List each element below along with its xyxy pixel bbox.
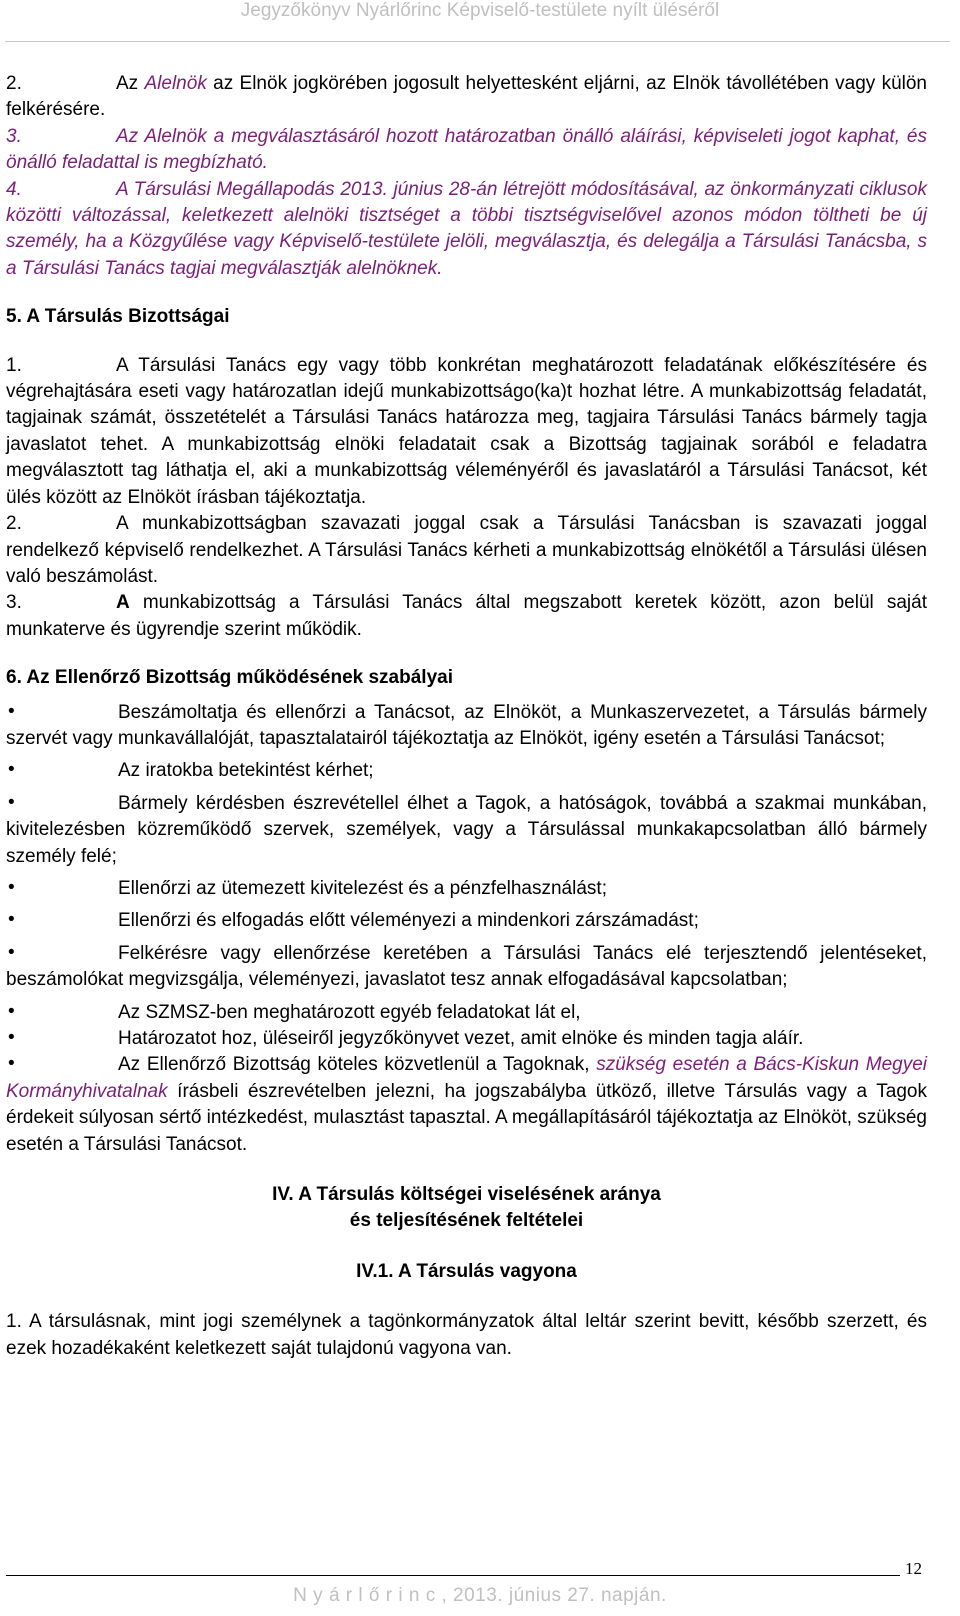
footer-text: N y á r l ő r i n c , 2013. június 27. napján. xyxy=(293,1585,667,1606)
paragraph-number: 3. xyxy=(6,592,22,614)
paragraph-number: 2. xyxy=(6,513,22,535)
chapter-title-line1: IV. A Társulás költségei viselésének aránya xyxy=(272,1184,661,1206)
paragraph-vagyon-1: 1. A társulásnak, mint jogi személynek a tagönkormányzatok által leltár szerint bevitt, később szerzett, és ezek hozadékaként keletkezett saját tulajdonú vagyona van. xyxy=(6,1311,927,1359)
page-number: 12 xyxy=(905,1559,922,1578)
list-item: • Felkérésre vagy ellenőrzése keretében a Társulási Tanács elé terjesztendő jelentéseket, beszámolókat megvizsgálja, véleményezi, javaslatot tesz annak elfogadásával kapcsolatban; xyxy=(6,941,927,991)
highlighted-text: szükség esetén a Bács-Kiskun Megyei Kormányhivatalnak xyxy=(6,1054,927,1102)
paragraph-number: 4. xyxy=(6,178,22,200)
section-heading-bizottsagai: 5. A Társulás Bizottságai xyxy=(6,306,230,328)
list-item: • Az iratokba betekintést kérhet; xyxy=(6,758,927,784)
list-item: • Beszámoltatja és ellenőrzi a Tanácsot, az Elnököt, a Munkaszervezetet, a Társulás bármely szervét vagy munkavállalóját, tapasztalatairól tájékoztatja az Elnököt, igény esetén a Társulási Tanácsot; xyxy=(6,700,927,749)
paragraph-number: 2. xyxy=(6,73,22,94)
paragraph-bizottsag-3: 3. A munkabizottság a Társulási Tanács által megszabott keretek között, azon belül saját munkaterve és ügyrendje szerint működik. xyxy=(6,592,927,640)
list-item: • Az SZMSZ-ben meghatározott egyéb feladatokat lát el, xyxy=(6,1000,927,1026)
section-heading-ellenorzo: 6. Az Ellenőrző Bizottság működésének szabályai xyxy=(6,667,453,689)
header-divider xyxy=(5,41,950,42)
list-item: • Ellenőrzi az ütemezett kivitelezést és a pénzfelhasználást; xyxy=(6,876,927,902)
document-body xyxy=(6,71,927,1362)
paragraph-alelnok-3: 3. Az Alelnök a megválasztásáról hozott határozatban önálló aláírási, képviseleti jogot kaphat, és önálló feladattal is megbízható. xyxy=(6,125,927,174)
bullet-icon: • xyxy=(8,700,15,722)
list-item: • Az Ellenőrző Bizottság köteles közvetlenül a Tagoknak, szükség esetén a Bács-Kiskun Megyei Kormányhivatalnak írásbeli észrevételben jelezni, ha jogszabályba ütköző, illetve Társulás vagy a Tagok érdekeit súlyosan sértő intézkedést, mulasztást tapasztal. A megállapításáról tájékoztatja az Elnököt, szükség esetén a Társulási Tanácsot. xyxy=(6,1053,927,1155)
chapter-subtitle: IV.1. A Társulás vagyona xyxy=(356,1260,577,1282)
page-header xyxy=(0,0,960,30)
alelnok-term: Alelnök xyxy=(144,73,207,94)
paragraph-number: 1. xyxy=(6,354,22,376)
list-item: • Ellenőrzi és elfogadás előtt véleményezi a mindenkori zárszámadást; xyxy=(6,908,927,934)
bullet-icon: • xyxy=(8,941,15,963)
bullet-icon: • xyxy=(8,909,15,931)
header-title: Jegyzőkönyv Nyárlőrinc Képviselő-testülete nyílt üléséről xyxy=(240,0,720,21)
bullet-icon: • xyxy=(8,1027,15,1048)
chapter-title-line2: és teljesítésének feltételei xyxy=(349,1210,584,1232)
bullet-icon: • xyxy=(8,759,15,781)
paragraph-alelnok-4: 4. A Társulási Megállapodás 2013. június 28-án létrejött módosításával, az önkormányzati ciklusok közötti változással, keletkezett alelnöki tisztséget a többi tisztségviselővel azonos módon töltheti be új személy, ha a Közgyűlése vagy Képviselő-testülete jelöli, megválasztja, és delegálja a Társulási Tanácsba, s a Társulási Tanács tagjai megválasztják alelnöknek. xyxy=(6,178,927,279)
bullet-icon: • xyxy=(8,1053,15,1075)
paragraph-bizottsag-2: 2. A munkabizottságban szavazati joggal csak a Társulási Tanácsban is szavazati joggal rendelkező képviselő rendelkezhet. A Társulási Tanács kérheti a munkabizottság elnökétől a Társulási ülésen való beszámolást. xyxy=(6,513,927,587)
bullet-icon: • xyxy=(8,876,15,898)
paragraph-alelnok-2: 2. Az Alelnök az Elnök jogkörében jogosult helyettesként eljárni, az Elnök távollétében vagy külön felkérésére. xyxy=(6,73,928,121)
bullet-icon: • xyxy=(8,1000,15,1022)
footer-divider xyxy=(6,1575,900,1576)
paragraph-bizottsag-1: 1. A Társulási Tanács egy vagy több konkrétan meghatározott feladatának előkészítésére és végrehajtására eseti vagy határozatlan idejű munkabizottságo(ka)t hozhat létre. A munkabizottság feladatát, tagjainak számát, összetételét a Társulási Tanács határozza meg, tagjaira Társulási Tanács bármely tagja javaslatot tehet. A munkabizottság elnöki feladatait csak a Bizottság tagjainak sorából e feladatra megválasztott tag láthatja el, aki a munkabizottság véleményéről és javaslatáról a Társulási Tanácsot, két ülés között az Elnököt írásban tájékoztatja. xyxy=(6,354,927,508)
list-item: • Bármely kérdésben észrevétellel élhet a Tagok, a hatóságok, továbbá a szakmai munkában, kivitelezésben közreműködő szervek, személyek, vagy a Társulással munkakapcsolatban álló bármely személy felé; xyxy=(6,791,927,867)
list-item: • Határozatot hoz, üléseiről jegyzőkönyvet vezet, amit elnöke és minden tagja aláír. xyxy=(6,1026,927,1052)
paragraph-number: 3. xyxy=(6,125,22,147)
page-footer xyxy=(0,1585,960,1607)
bullet-icon: • xyxy=(8,791,15,813)
